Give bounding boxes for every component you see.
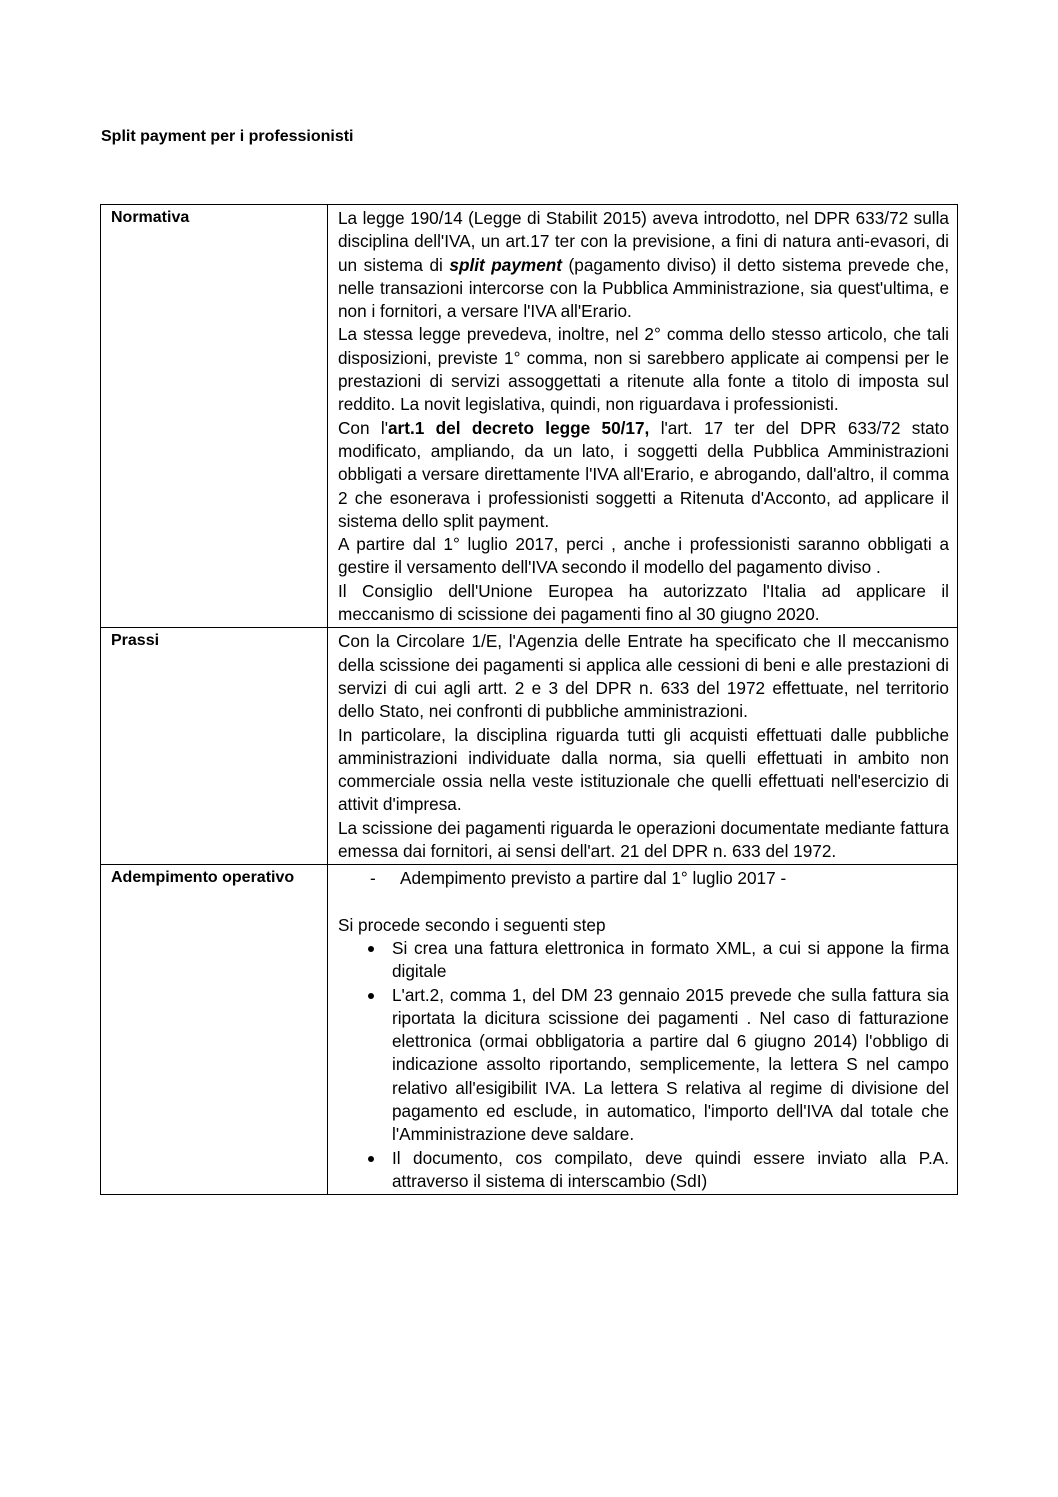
paragraph: [338, 417, 949, 533]
bullet-icon: [368, 1156, 374, 1162]
list-item-text: Il documento, cos compilato, deve quindi essere inviato alla P.A. attraverso il sistema di interscambio (SdI): [392, 1147, 949, 1191]
row-label: Prassi: [101, 628, 328, 865]
emphasis-text: split payment: [449, 254, 562, 275]
dash-marker: -: [370, 868, 376, 889]
row-content-prassi: [328, 628, 958, 865]
text-run: (pagamento diviso) il detto sistema prevede che, nelle transazioni intercorse con la Pubblica Amministrazione, sia quest'ultima, e non i fornitori, a versare l'IVA all'Erario.: [338, 254, 949, 322]
bullet-icon: [368, 946, 374, 952]
row-label: Adempimento operativo: [101, 865, 328, 1195]
row-content-adempimento: [328, 865, 958, 1195]
spacer: [338, 891, 949, 914]
text-run: l'art. 17 ter del DPR 633/72 stato modificato, ampliando, da un lato, i soggetti della Pubblica Amministrazioni obbligati a versare direttamente l'IVA all'Erario, e abrogando, dall'altro, il comma 2 che esonerava i professionisti soggetti a Ritenuta d'Acconto, ad applicare il sistema dello split payment.: [338, 417, 950, 531]
list-item: [338, 937, 949, 984]
paragraph: A partire dal 1° luglio 2017, perci , anche i professionisti saranno obbligati a gestire il versamento dell'IVA secondo il modello del pagamento diviso .: [338, 534, 949, 578]
paragraph: In particolare, la disciplina riguarda tutti gli acquisti effettuati dalle pubbliche amministrazioni individuate dalla norma, sia quelli effettuati in ambito non commerciale ossia nella veste istituzionale che quelli effettuati nell'esercizio di attivit d'impresa.: [338, 724, 949, 815]
table-row: [101, 205, 958, 628]
list-item: [338, 1147, 949, 1194]
text-run: Con l': [338, 417, 388, 438]
paragraph: La scissione dei pagamenti riguarda le operazioni documentate mediante fattura emessa dai fornitori, ai sensi dell'art. 21 del DPR n. 633 del 1972.: [338, 817, 949, 862]
bold-text: art.1 del decreto legge 50/17,: [388, 417, 650, 438]
paragraph: Si procede secondo i seguenti step: [338, 914, 606, 935]
paragraph: [338, 207, 949, 323]
list-item-text: Si crea una fattura elettronica in formato XML, a cui si appone la firma digitale: [392, 937, 949, 982]
content-table: [100, 204, 958, 1195]
list-item-text: L'art.2, comma 1, del DM 23 gennaio 2015 prevede che sulla fattura sia riportata la dicitura scissione dei pagamenti . Nel caso di fatturazione elettronica (ormai obbligatoria a partire dal 6 giugno 2014) l'obbligo di indicazione assolto riportando, semplicemente, la lettera S nel campo relativo all'esigibilit IVA. La lettera S relativa al regime di divisione del pagamento ed esclude, in automatico, l'importo dell'IVA dal totale che l'Amministrazione deve saldare.: [392, 984, 949, 1145]
list-item: [338, 984, 949, 1147]
table-row: [101, 628, 958, 865]
paragraph: Il Consiglio dell'Unione Europea ha autorizzato l'Italia ad applicare il meccanismo di scissione dei pagamenti fino al 30 giugno 2020.: [338, 580, 949, 625]
paragraph: Con la Circolare 1/E, l'Agenzia delle Entrate ha specificato che Il meccanismo della scissione dei pagamenti si applica alle cessioni di beni e alle prestazioni di servizi di cui agli artt. 2 e 3 del DPR n. 633 del 1972 effettuate, nel territorio dello Stato, nei confronti di pubbliche amministrazioni.: [338, 631, 949, 722]
list-item: [338, 867, 949, 890]
row-content-normativa: [328, 205, 958, 628]
table-row: [101, 865, 958, 1195]
list-item-text: Adempimento previsto a partire dal 1° luglio 2017 -: [400, 868, 787, 889]
paragraph: La stessa legge prevedeva, inoltre, nel 2° comma dello stesso articolo, che tali disposizioni, previste 1° comma, non si sarebbero applicate ai compensi per le prestazioni di servizi assoggettati a ritenute alla fonte a titolo di imposta sul reddito. La novit legislativa, quindi, non riguardava i professionisti.: [338, 324, 949, 415]
text-run: La legge 190/14 (Legge di Stabilit 2015) aveva introdotto, nel DPR 633/72 sulla disciplina dell'IVA, un art.17 ter con la previsione, a fini di natura anti-evasori, di un sistema di: [338, 208, 949, 275]
row-label: Normativa: [101, 205, 328, 628]
page-title: Split payment per i professionisti: [101, 128, 354, 145]
bullet-icon: [368, 993, 374, 999]
bullet-list: [338, 937, 949, 1193]
dash-list: [338, 867, 949, 890]
